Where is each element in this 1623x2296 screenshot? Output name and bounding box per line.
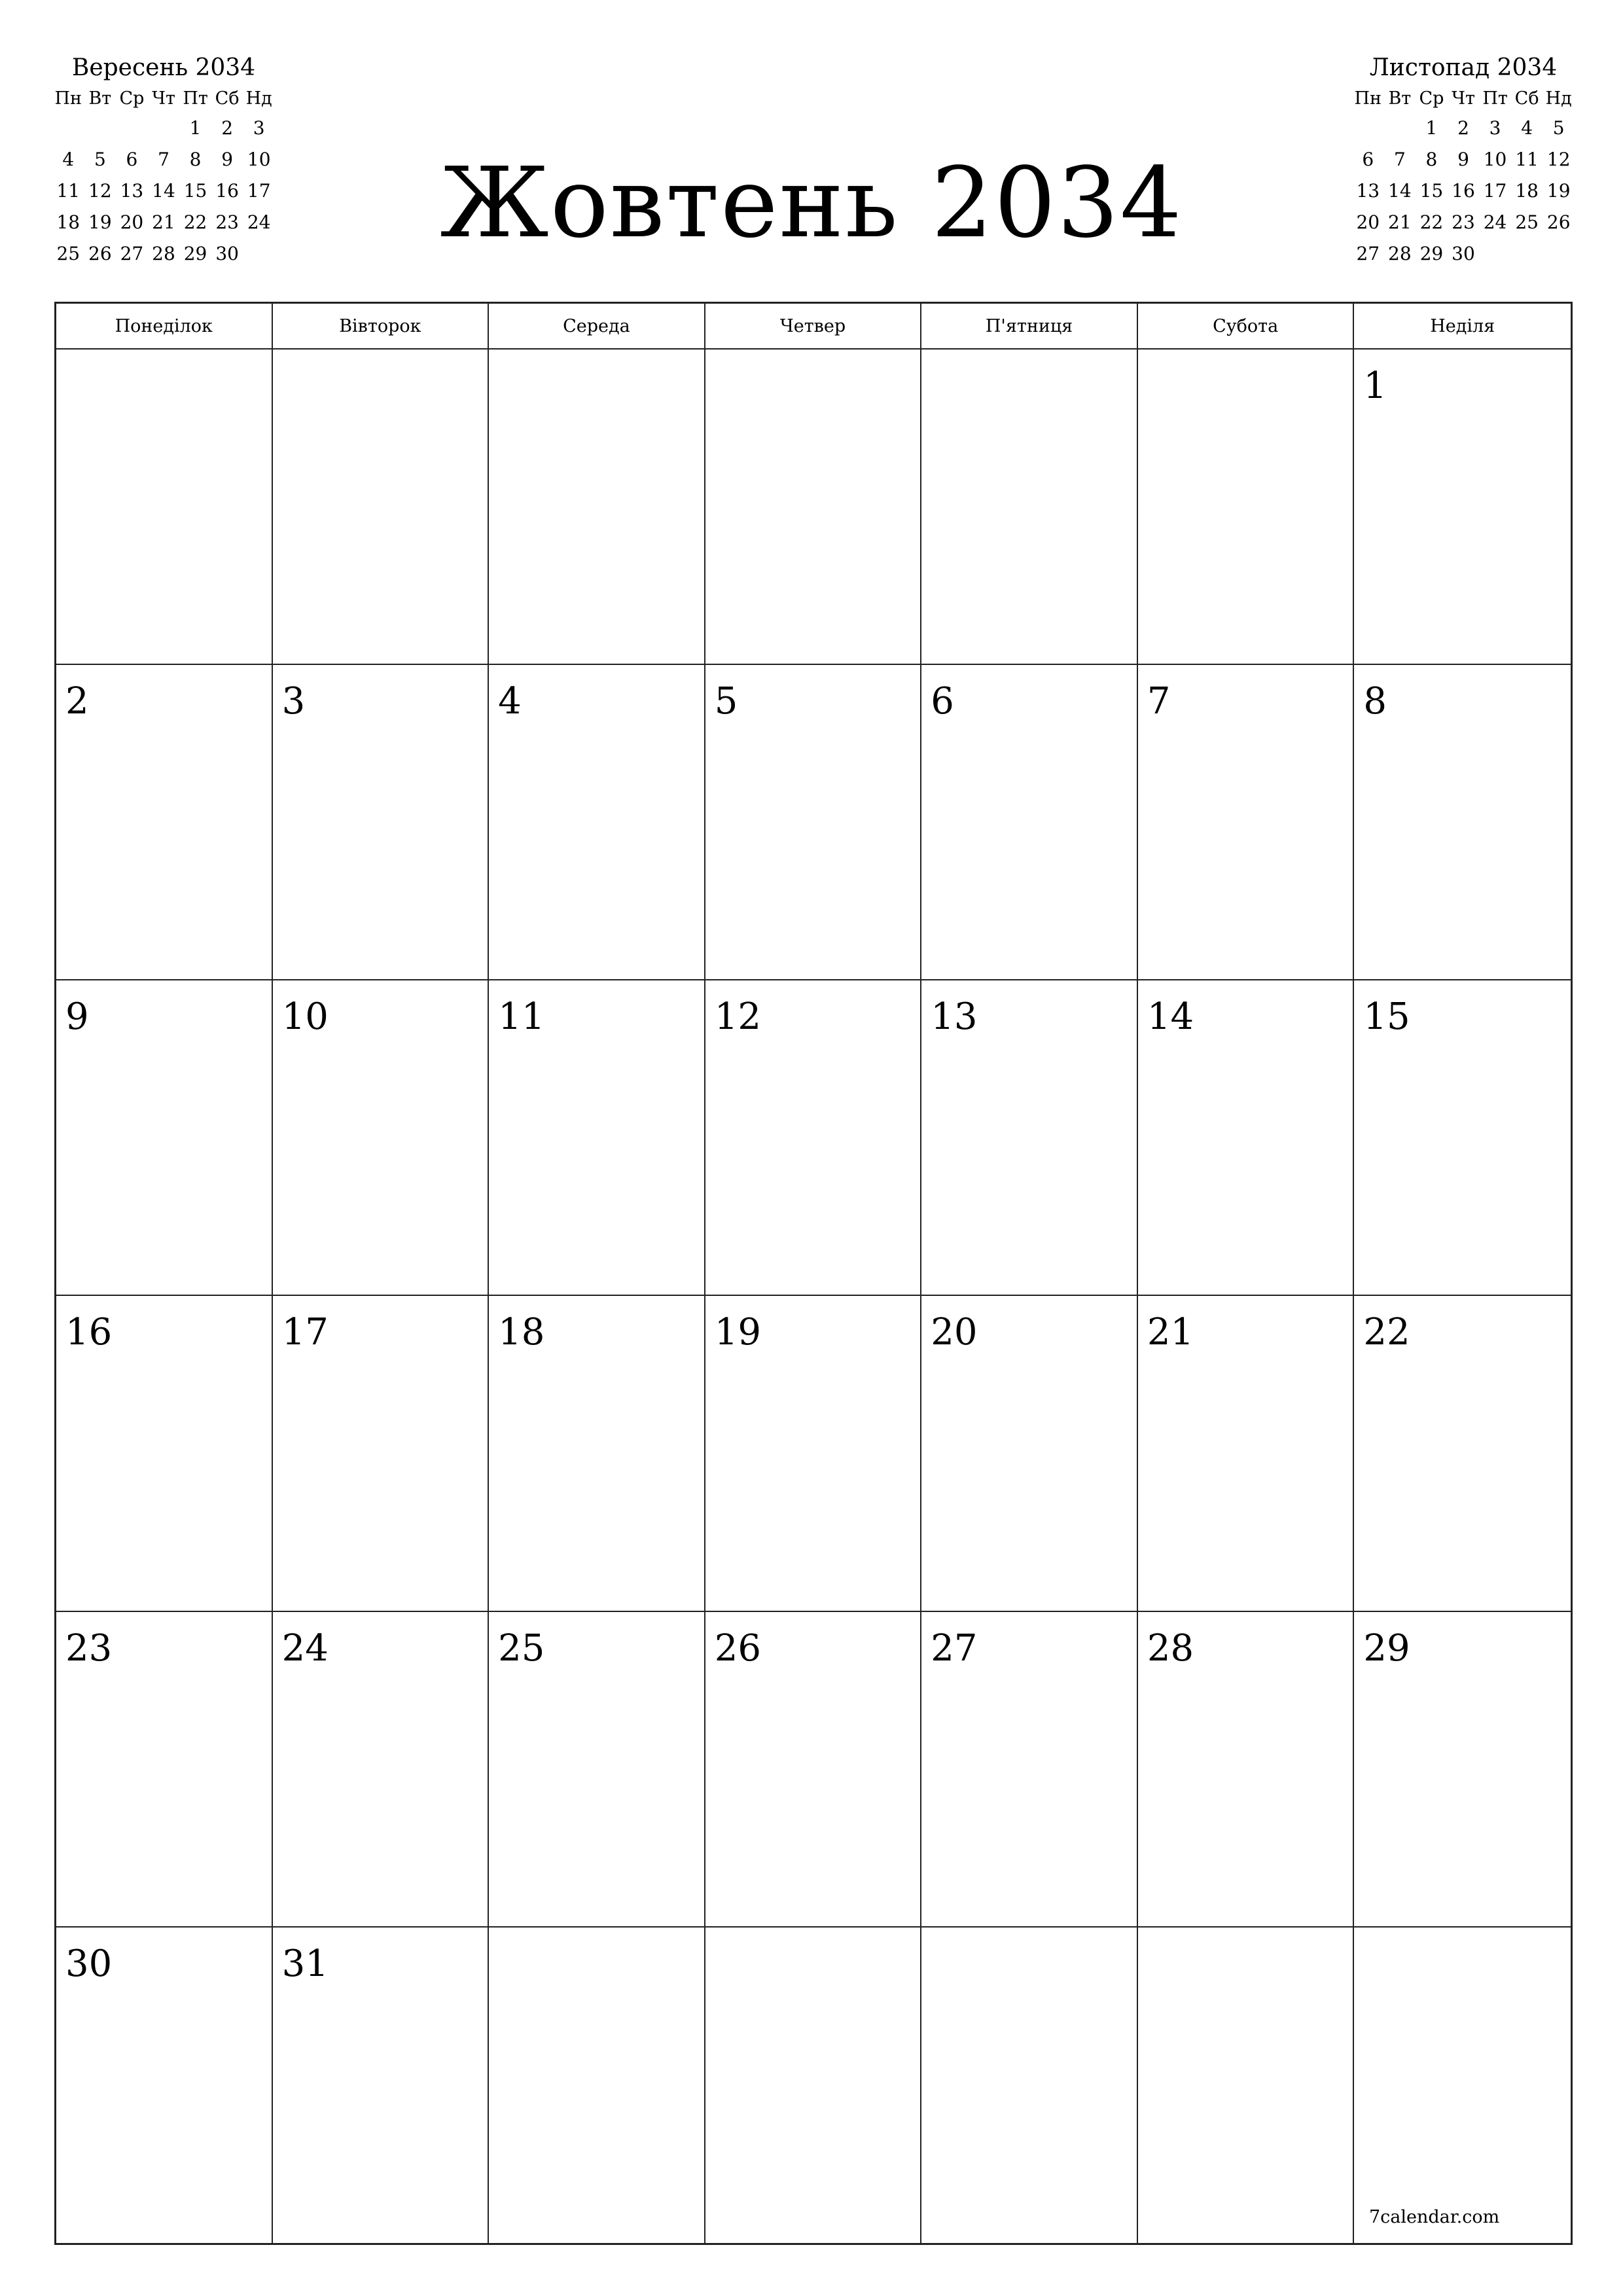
mini-day: 4 <box>62 149 75 170</box>
mini-weekday: Пт <box>183 88 208 109</box>
mini-day: 25 <box>56 243 80 264</box>
day-cell[interactable] <box>1138 980 1355 1296</box>
day-number: 19 <box>714 1311 761 1354</box>
mini-day: 30 <box>1452 243 1475 264</box>
mini-day: 3 <box>253 117 265 139</box>
mini-day: 8 <box>1425 149 1438 170</box>
mini-day: 20 <box>120 211 144 233</box>
day-cell[interactable] <box>705 1612 922 1928</box>
mini-weekday: Пт <box>1482 88 1508 109</box>
mini-day <box>1543 238 1575 270</box>
day-number: 3 <box>281 680 306 723</box>
mini-weekday: Сб <box>1514 88 1539 109</box>
mini-day <box>1479 238 1511 270</box>
mini-day: 16 <box>215 180 239 202</box>
mini-day <box>243 238 275 270</box>
day-cell[interactable] <box>1354 1612 1571 1928</box>
day-number: 17 <box>281 1311 329 1354</box>
mini-calendar-title: Вересень 2034 <box>71 54 256 81</box>
mini-day: 15 <box>1419 180 1444 202</box>
mini-day: 14 <box>1388 180 1412 202</box>
mini-day <box>84 113 116 144</box>
day-number: 13 <box>931 996 978 1039</box>
mini-day: 30 <box>215 243 239 264</box>
mini-weekday: Пн <box>1354 88 1382 109</box>
day-cell[interactable] <box>705 1928 922 2243</box>
day-cell[interactable] <box>489 665 705 980</box>
day-cell[interactable] <box>56 1928 273 2243</box>
mini-day: 26 <box>88 243 112 264</box>
mini-day: 23 <box>1452 211 1475 233</box>
day-cell[interactable] <box>56 665 273 980</box>
day-cell[interactable] <box>921 1928 1138 2243</box>
day-number: 10 <box>281 996 329 1039</box>
mini-day: 28 <box>1388 243 1412 264</box>
mini-day: 21 <box>1388 211 1412 233</box>
day-number: 9 <box>65 996 89 1039</box>
day-number: 28 <box>1147 1626 1194 1670</box>
mini-day: 16 <box>1452 180 1475 202</box>
day-number: 4 <box>498 680 522 723</box>
day-cell[interactable] <box>273 1296 490 1611</box>
mini-day: 6 <box>126 149 138 170</box>
weekday-header: Понеділок <box>56 304 273 350</box>
day-cell[interactable] <box>705 1296 922 1611</box>
mini-day: 5 <box>94 149 106 170</box>
day-cell[interactable] <box>273 980 490 1296</box>
mini-day: 15 <box>183 180 207 202</box>
day-cell[interactable] <box>56 1296 273 1611</box>
day-number: 27 <box>931 1626 978 1670</box>
day-number: 15 <box>1363 996 1410 1039</box>
day-number: 30 <box>65 1942 113 1985</box>
day-number: 18 <box>498 1311 545 1354</box>
mini-calendar-prev-month <box>52 51 275 270</box>
mini-weekday: Пн <box>54 88 82 109</box>
day-cell[interactable] <box>1354 665 1571 980</box>
page-title: Жовтень 2034 <box>440 147 1183 259</box>
mini-day: 6 <box>1362 149 1374 170</box>
day-number: 21 <box>1147 1311 1194 1354</box>
day-cell[interactable] <box>1138 665 1355 980</box>
day-cell[interactable] <box>273 1612 490 1928</box>
mini-day: 4 <box>1521 117 1533 139</box>
mini-day <box>148 113 180 144</box>
mini-day: 2 <box>1457 117 1469 139</box>
mini-day: 22 <box>183 211 207 233</box>
day-cell[interactable] <box>56 980 273 1296</box>
day-cell[interactable] <box>705 350 922 665</box>
mini-day: 3 <box>1489 117 1501 139</box>
day-cell[interactable] <box>489 350 705 665</box>
day-number: 31 <box>281 1942 329 1985</box>
day-number: 26 <box>714 1626 761 1670</box>
day-cell[interactable] <box>921 980 1138 1296</box>
mini-day: 27 <box>120 243 144 264</box>
mini-day: 17 <box>1483 180 1507 202</box>
day-cell[interactable] <box>489 1612 705 1928</box>
mini-day: 28 <box>152 243 175 264</box>
day-cell[interactable] <box>921 1296 1138 1611</box>
mini-day: 22 <box>1419 211 1444 233</box>
mini-day: 26 <box>1546 211 1571 233</box>
mini-calendar-next-month <box>1352 51 1575 270</box>
day-cell[interactable] <box>1354 1928 1571 2243</box>
mini-day: 13 <box>120 180 144 202</box>
day-number: 2 <box>65 680 89 723</box>
mini-day <box>1352 113 1384 144</box>
mini-day: 10 <box>1483 149 1507 170</box>
mini-calendar-grid <box>1352 85 1575 270</box>
mini-weekday: Вт <box>1388 88 1412 109</box>
day-cell[interactable] <box>1138 1612 1355 1928</box>
mini-day: 29 <box>1419 243 1444 264</box>
mini-day: 11 <box>56 180 80 202</box>
day-number: 20 <box>931 1311 978 1354</box>
mini-day: 1 <box>1425 117 1438 139</box>
footer-site-name: 7calendar.com <box>1369 2207 1500 2227</box>
mini-calendar-grid <box>52 85 275 270</box>
day-number: 23 <box>65 1626 113 1670</box>
day-cell[interactable] <box>705 980 922 1296</box>
day-cell[interactable] <box>489 1928 705 2243</box>
mini-weekday: Вт <box>88 88 112 109</box>
mini-day: 29 <box>183 243 207 264</box>
mini-weekday: Ср <box>119 88 145 109</box>
day-cell[interactable] <box>1354 1296 1571 1611</box>
day-cell[interactable] <box>1138 1928 1355 2243</box>
mini-day: 27 <box>1356 243 1380 264</box>
weekday-header: Четвер <box>705 304 922 350</box>
day-number: 22 <box>1363 1311 1410 1354</box>
day-cell[interactable] <box>273 350 490 665</box>
day-cell[interactable] <box>489 1296 705 1611</box>
mini-day: 14 <box>152 180 175 202</box>
day-cell[interactable] <box>56 1612 273 1928</box>
mini-day: 24 <box>247 211 271 233</box>
day-cell[interactable] <box>1354 350 1571 665</box>
mini-day <box>1384 113 1416 144</box>
day-cell[interactable] <box>273 665 490 980</box>
day-number: 5 <box>714 680 738 723</box>
mini-day: 5 <box>1552 117 1565 139</box>
mini-day: 13 <box>1356 180 1380 202</box>
weekday-header: Середа <box>489 304 705 350</box>
month-grid <box>54 302 1573 2245</box>
weekday-header: Неділя <box>1354 304 1571 350</box>
mini-weekday: Ср <box>1419 88 1444 109</box>
mini-day: 12 <box>88 180 112 202</box>
mini-day: 23 <box>215 211 239 233</box>
day-number: 12 <box>714 996 761 1039</box>
day-cell[interactable] <box>1138 1296 1355 1611</box>
mini-day: 1 <box>189 117 202 139</box>
mini-day: 12 <box>1546 149 1571 170</box>
mini-day: 10 <box>247 149 271 170</box>
mini-weekday: Нд <box>245 88 272 109</box>
day-cell[interactable] <box>1354 980 1571 1296</box>
mini-day: 25 <box>1515 211 1539 233</box>
day-number: 8 <box>1363 680 1387 723</box>
mini-weekday: Чт <box>152 88 175 109</box>
day-cell[interactable] <box>489 980 705 1296</box>
day-number: 11 <box>498 996 545 1039</box>
mini-day: 9 <box>1457 149 1469 170</box>
mini-weekday: Нд <box>1545 88 1572 109</box>
day-number: 7 <box>1147 680 1171 723</box>
mini-day: 9 <box>221 149 234 170</box>
day-number: 29 <box>1363 1626 1410 1670</box>
mini-day: 2 <box>221 117 234 139</box>
day-number: 14 <box>1147 996 1194 1039</box>
mini-weekday: Сб <box>215 88 240 109</box>
weekday-header: Субота <box>1138 304 1355 350</box>
mini-day: 11 <box>1515 149 1539 170</box>
mini-day <box>1511 238 1543 270</box>
mini-weekday: Чт <box>1452 88 1475 109</box>
mini-day <box>52 113 84 144</box>
day-number: 25 <box>498 1626 545 1670</box>
day-number: 6 <box>931 680 954 723</box>
weekday-header: П'ятниця <box>921 304 1138 350</box>
mini-day: 19 <box>88 211 112 233</box>
mini-day: 17 <box>247 180 271 202</box>
day-number: 16 <box>65 1311 113 1354</box>
day-cell[interactable] <box>705 665 922 980</box>
mini-day <box>116 113 148 144</box>
mini-day: 8 <box>189 149 202 170</box>
mini-day: 18 <box>1515 180 1539 202</box>
day-cell[interactable] <box>921 665 1138 980</box>
mini-day: 24 <box>1483 211 1507 233</box>
day-cell[interactable] <box>1138 350 1355 665</box>
day-cell[interactable] <box>921 1612 1138 1928</box>
day-number: 1 <box>1363 365 1387 407</box>
day-cell[interactable] <box>56 350 273 665</box>
day-number: 24 <box>281 1626 329 1670</box>
mini-day: 21 <box>152 211 175 233</box>
mini-calendar-title: Листопад 2034 <box>1369 54 1558 81</box>
mini-day: 18 <box>56 211 80 233</box>
mini-day: 7 <box>158 149 169 170</box>
day-cell[interactable] <box>273 1928 490 2243</box>
day-cell[interactable] <box>921 350 1138 665</box>
mini-day: 19 <box>1546 180 1571 202</box>
weekday-header: Вівторок <box>273 304 490 350</box>
mini-day: 7 <box>1393 149 1406 170</box>
mini-day: 20 <box>1356 211 1380 233</box>
